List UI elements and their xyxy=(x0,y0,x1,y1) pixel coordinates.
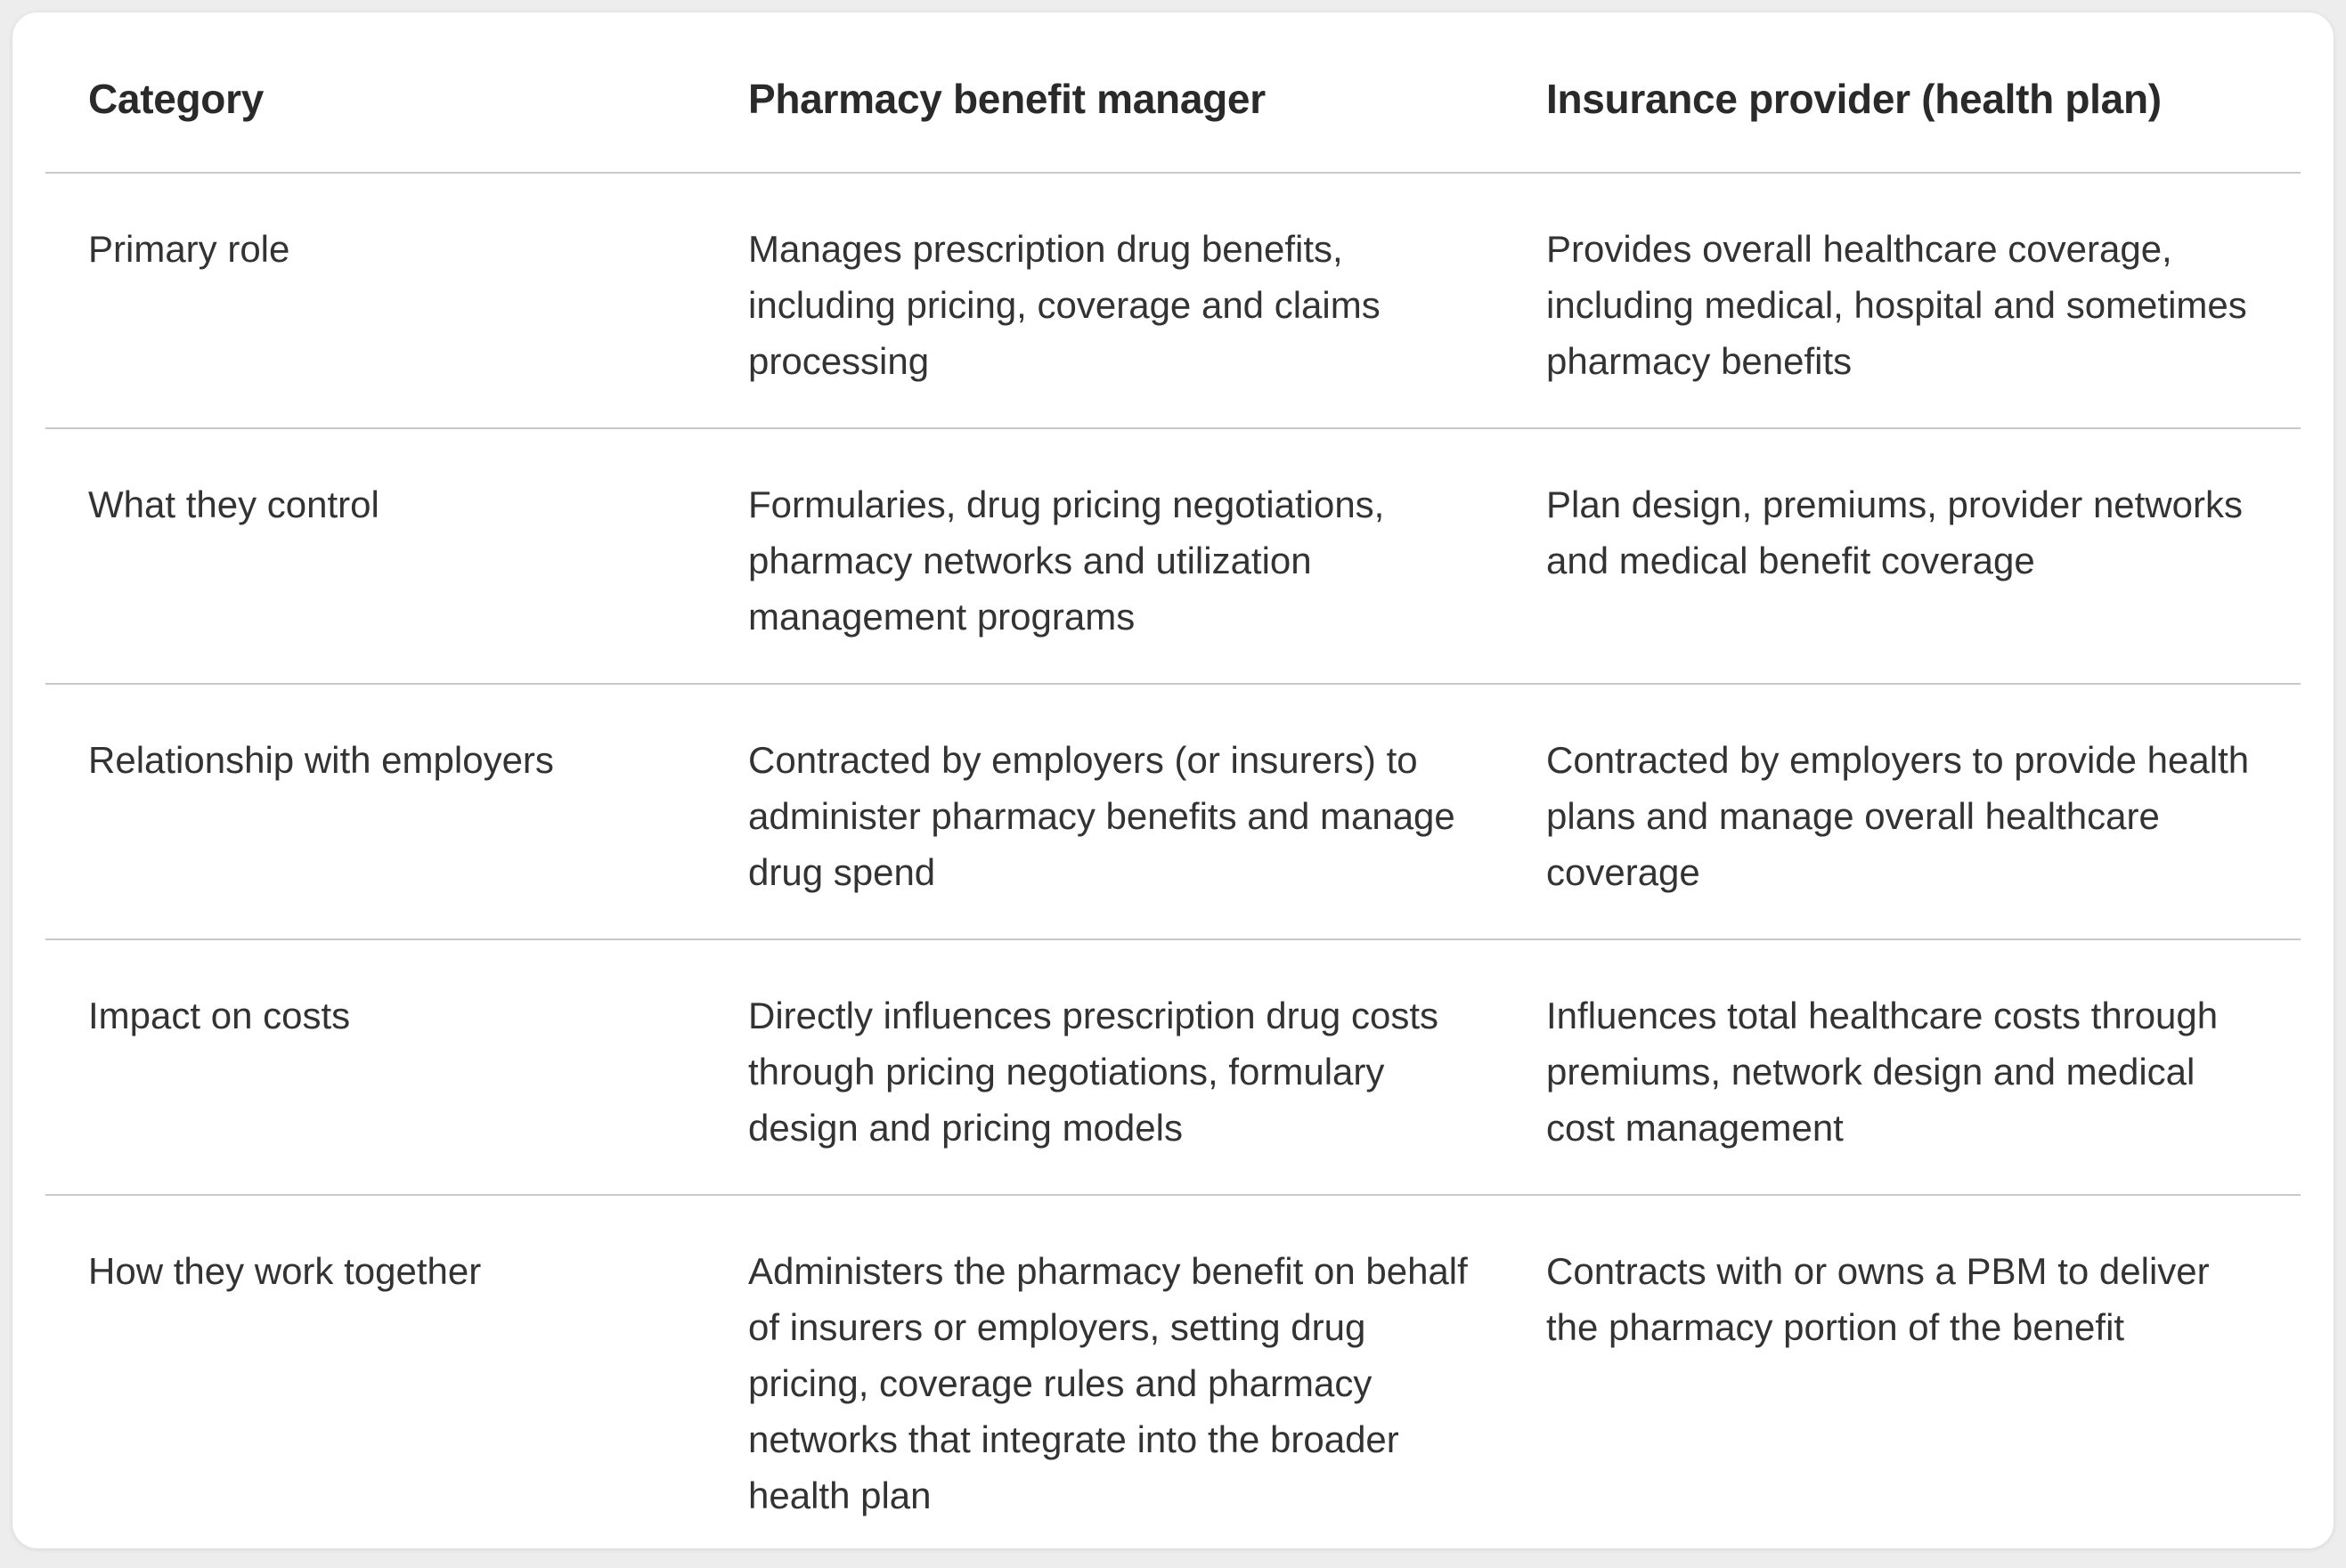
pbm-cell: Manages prescription drug benefits, including pricing, coverage and claims processing xyxy=(705,173,1503,428)
column-header-pbm: Pharmacy benefit manager xyxy=(705,12,1503,173)
pbm-cell: Administers the pharmacy benefit on behalf of insurers or employers, setting drug pricing, coverage rules and pharmacy networks that integrate into the broader health plan xyxy=(705,1195,1503,1548)
table-row xyxy=(45,428,2301,684)
comparison-card xyxy=(12,12,2334,1548)
pbm-cell: Directly influences prescription drug costs through pricing negotiations, formulary design and pricing models xyxy=(705,939,1503,1195)
category-cell: What they control xyxy=(45,428,705,684)
category-cell: How they work together xyxy=(45,1195,705,1548)
column-header-category: Category xyxy=(45,12,705,173)
insurer-cell: Plan design, premiums, provider networks and medical benefit coverage xyxy=(1503,428,2301,684)
insurer-cell: Contracts with or owns a PBM to deliver the pharmacy portion of the benefit xyxy=(1503,1195,2301,1548)
insurer-cell: Contracted by employers to provide health plans and manage overall healthcare coverage xyxy=(1503,684,2301,939)
pbm-cell: Formularies, drug pricing negotiations, pharmacy networks and utilization management programs xyxy=(705,428,1503,684)
table-row xyxy=(45,684,2301,939)
category-cell: Primary role xyxy=(45,173,705,428)
table-row xyxy=(45,173,2301,428)
table-header-row xyxy=(45,12,2301,173)
table-row xyxy=(45,1195,2301,1548)
table-row xyxy=(45,939,2301,1195)
pbm-cell: Contracted by employers (or insurers) to administer pharmacy benefits and manage drug spend xyxy=(705,684,1503,939)
insurer-cell: Provides overall healthcare coverage, including medical, hospital and sometimes pharmacy benefits xyxy=(1503,173,2301,428)
insurer-cell: Influences total healthcare costs through premiums, network design and medical cost management xyxy=(1503,939,2301,1195)
category-cell: Relationship with employers xyxy=(45,684,705,939)
column-header-insurer: Insurance provider (health plan) xyxy=(1503,12,2301,173)
comparison-table xyxy=(45,12,2301,1548)
category-cell: Impact on costs xyxy=(45,939,705,1195)
